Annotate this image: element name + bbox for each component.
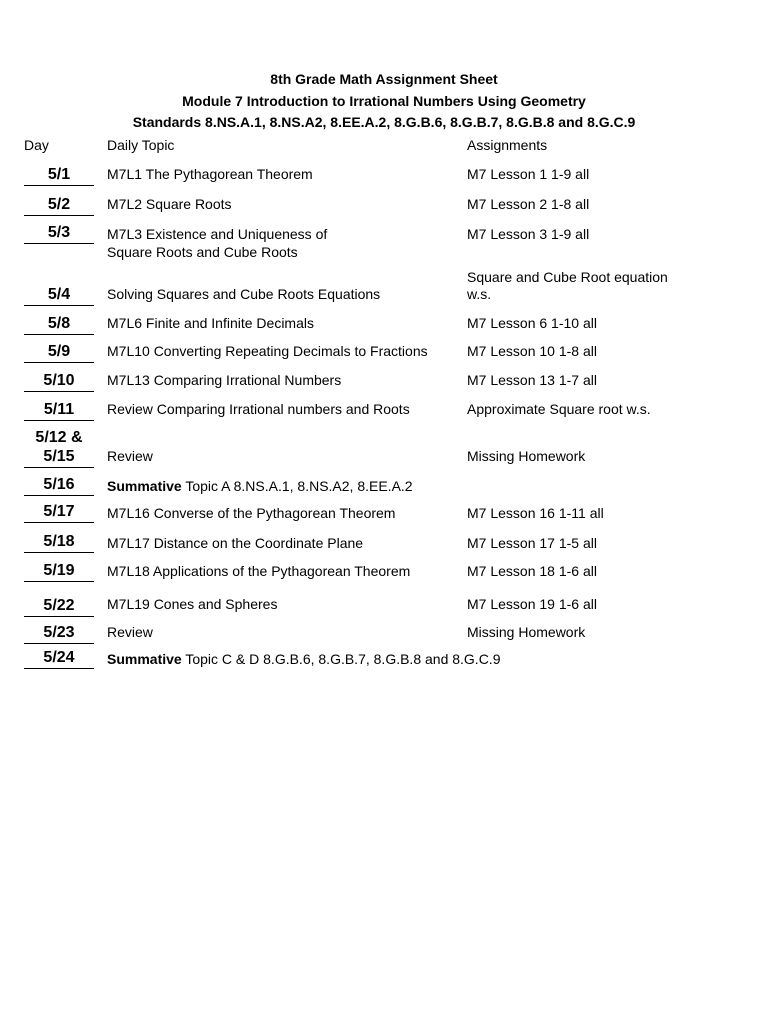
row-day: 5/1 xyxy=(47,166,71,183)
row-topic: M7L18 Applications of the Pythagorean Theorem xyxy=(107,563,411,579)
row-day: 5/4 xyxy=(47,286,71,303)
day-underline xyxy=(24,467,94,468)
day-underline xyxy=(24,215,94,216)
day-underline xyxy=(24,362,94,363)
row-day: 5/24 xyxy=(43,649,75,666)
day-underline xyxy=(24,305,94,306)
day-underline xyxy=(24,668,94,669)
sheet-title: 8th Grade Math Assignment Sheet xyxy=(270,71,498,87)
row-assignment: M7 Lesson 2 1-8 all xyxy=(467,196,590,212)
table-row xyxy=(0,425,768,468)
day-underline xyxy=(24,185,94,186)
row-topic: M7L13 Comparing Irrational Numbers xyxy=(107,372,342,388)
summative-topic: Topic A 8.NS.A.1, 8.NS.A2, 8.EE.A.2 xyxy=(185,478,413,494)
row-day: 5/19 xyxy=(43,562,75,579)
row-assignment: Missing Homework xyxy=(467,448,586,464)
table-row xyxy=(0,268,768,306)
row-day: 5/10 xyxy=(43,372,75,389)
row-day: 5/22 xyxy=(43,597,75,614)
table-row xyxy=(0,648,768,669)
row-day: 5/17 xyxy=(43,503,75,520)
row-assignment: Missing Homework xyxy=(467,624,586,640)
row-day: 5/8 xyxy=(47,315,71,332)
row-day: 5/16 xyxy=(43,476,75,493)
row-day: 5/23 xyxy=(43,624,75,641)
day-underline xyxy=(24,420,94,421)
day-underline xyxy=(24,334,94,335)
row-topic: Review xyxy=(107,624,153,640)
row-topic: Review xyxy=(107,448,153,464)
row-day: 5/9 xyxy=(47,343,71,360)
table-row xyxy=(0,311,768,335)
summative-label: Summative xyxy=(107,651,182,667)
row-topic: M7L1 The Pythagorean Theorem xyxy=(107,166,313,182)
table-row xyxy=(0,160,768,186)
row-assignment: M7 Lesson 13 1-7 all xyxy=(467,372,597,388)
day-underline xyxy=(24,552,94,553)
row-topic: M7L17 Distance on the Coordinate Plane xyxy=(107,535,364,551)
module-title: Module 7 Introduction to Irrational Numbers Using Geometry xyxy=(182,93,586,109)
table-row xyxy=(0,339,768,363)
summative-label: Summative xyxy=(107,478,182,494)
topic-column-header: Daily Topic xyxy=(107,137,175,153)
row-assignment: Approximate Square root w.s. xyxy=(467,401,651,417)
row-day: 5/12 & xyxy=(35,429,83,446)
row-topic-continued: Square Roots and Cube Roots xyxy=(107,244,298,260)
row-topic: Review Comparing Irrational numbers and Roots xyxy=(107,401,410,417)
row-day: 5/3 xyxy=(47,224,71,241)
row-day-continued: 5/15 xyxy=(43,448,75,465)
day-underline xyxy=(24,522,94,523)
row-topic: M7L3 Existence and Uniqueness of xyxy=(107,226,328,242)
day-underline xyxy=(24,581,94,582)
table-row xyxy=(0,621,768,644)
table-row xyxy=(0,367,768,392)
row-topic: M7L16 Converse of the Pythagorean Theorem xyxy=(107,505,396,521)
row-assignment: M7 Lesson 18 1-6 all xyxy=(467,563,597,579)
row-assignment: Square and Cube Root equation xyxy=(467,269,668,285)
row-topic xyxy=(107,477,413,495)
day-underline xyxy=(24,243,94,244)
row-assignment: M7 Lesson 10 1-8 all xyxy=(467,343,597,359)
row-assignment: M7 Lesson 3 1-9 all xyxy=(467,226,590,242)
row-topic: M7L10 Converting Repeating Decimals to Fractions xyxy=(107,343,428,359)
row-day: 5/11 xyxy=(43,401,75,418)
row-day: 5/2 xyxy=(47,196,71,213)
day-underline xyxy=(24,616,94,617)
table-row xyxy=(0,220,768,260)
row-assignment: M7 Lesson 16 1-11 all xyxy=(467,505,604,521)
summative-topic: Topic C & D 8.G.B.6, 8.G.B.7, 8.G.B.8 and 8.G.C.9 xyxy=(185,651,501,667)
row-topic: M7L6 Finite and Infinite Decimals xyxy=(107,315,314,331)
table-row xyxy=(0,396,768,421)
table-row xyxy=(0,586,768,617)
day-underline xyxy=(24,643,94,644)
table-row xyxy=(0,472,768,496)
row-topic xyxy=(107,650,501,668)
table-row xyxy=(0,527,768,553)
assignments-column-header: Assignments xyxy=(467,137,548,153)
row-assignment: M7 Lesson 17 1-5 all xyxy=(467,535,597,551)
row-assignment-continued: w.s. xyxy=(467,286,492,302)
row-assignment: M7 Lesson 1 1-9 all xyxy=(467,166,590,182)
row-assignment: M7 Lesson 6 1-10 all xyxy=(467,315,597,331)
day-column-header: Day xyxy=(24,137,49,153)
table-row xyxy=(0,557,768,582)
table-row xyxy=(0,190,768,216)
row-topic: M7L2 Square Roots xyxy=(107,196,232,212)
row-topic: M7L19 Cones and Spheres xyxy=(107,596,278,612)
day-underline xyxy=(24,391,94,392)
standards-line: Standards 8.NS.A.1, 8.NS.A2, 8.EE.A.2, 8.G.B.6, 8.G.B.7, 8.G.B.8 and 8.G.C.9 xyxy=(132,114,636,130)
row-topic: Solving Squares and Cube Roots Equations xyxy=(107,286,381,302)
day-underline xyxy=(24,495,94,496)
table-row xyxy=(0,500,768,523)
row-assignment: M7 Lesson 19 1-6 all xyxy=(467,596,597,612)
row-day: 5/18 xyxy=(43,533,75,550)
